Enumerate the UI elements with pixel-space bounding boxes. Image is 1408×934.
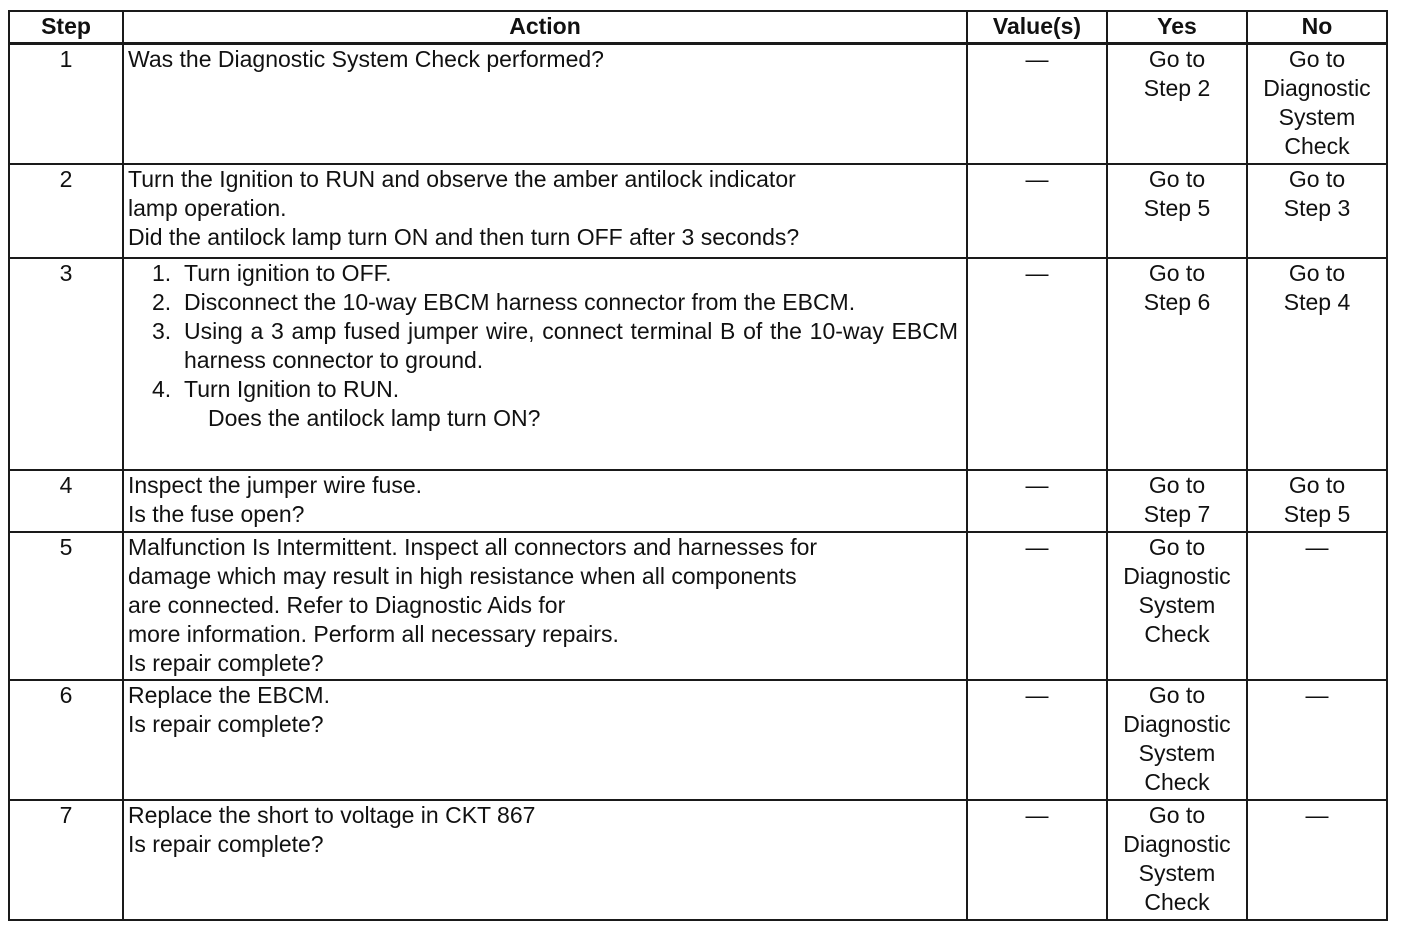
no-text: Step 5 [1283,500,1351,527]
table-row [9,258,1387,470]
yes-text: Check [1144,620,1210,647]
step-number: 2 [9,164,123,258]
yes-cell [1107,470,1247,532]
yes-text: Step 6 [1143,288,1211,315]
value-cell: — [967,800,1107,920]
yes-text: Step 7 [1143,500,1211,527]
action-cell [123,800,967,920]
action-cell [123,470,967,532]
value-cell: — [967,164,1107,258]
yes-text: System [1138,739,1216,766]
substep-number: 2. [152,288,172,315]
step-number: 1 [9,44,123,164]
no-cell [1247,470,1387,532]
substep-text: Turn Ignition to RUN. [184,375,400,402]
yes-text: Go to [1148,46,1206,72]
yes-text: Go to [1148,259,1206,286]
yes-text: Step 2 [1143,75,1211,101]
substep-text: Disconnect the 10-way EBCM harness connector from the EBCM. [184,288,856,315]
header-row [9,11,1387,44]
table-row [9,532,1387,680]
action-cell [123,258,967,470]
step-number: 7 [9,800,123,920]
no-text: Diagnostic [1263,75,1371,101]
action-text: damage which may result in high resistance when all components [128,562,797,589]
diagnostic-table [8,10,1388,921]
action-cell [123,44,967,164]
no-cell [1247,164,1387,258]
no-text: Go to [1288,46,1346,72]
value-cell: — [967,44,1107,164]
action-text: Is repair complete? [128,830,324,857]
step-number: 6 [9,680,123,800]
action-text: Inspect the jumper wire fuse. [128,471,423,498]
action-text: lamp operation. [128,194,287,221]
value-cell: — [967,680,1107,800]
yes-text: System [1138,591,1216,618]
value-cell: — [967,532,1107,680]
substep-text: Using a 3 amp fused jumper wire, connect terminal B of the 10-way EBCM harness connector to ground. [184,317,958,373]
action-text: Replace the short to voltage in CKT 867 [128,801,536,828]
yes-text: Go to [1148,471,1206,498]
header-no: No [1247,11,1387,44]
action-text: more information. Perform all necessary repairs. [128,620,619,647]
action-text: Malfunction Is Intermittent. Inspect all connectors and harnesses for [128,533,818,560]
action-cell [123,680,967,800]
no-cell [1247,800,1387,920]
action-cell [123,164,967,258]
no-text: Go to [1288,471,1346,498]
substep-item [152,288,962,317]
action-text: Is repair complete? [128,710,324,737]
yes-text: Diagnostic [1123,562,1231,589]
yes-text: Step 5 [1143,194,1211,221]
substep-item [152,259,962,288]
no-cell [1247,258,1387,470]
yes-cell [1107,532,1247,680]
table-row [9,800,1387,920]
yes-text: Diagnostic [1123,830,1231,857]
no-text: — [1305,681,1329,708]
no-text: — [1305,533,1329,560]
no-cell [1247,532,1387,680]
yes-text: Go to [1148,801,1206,828]
yes-text: Go to [1148,533,1206,560]
yes-cell [1107,44,1247,164]
action-text: Is repair complete? [128,649,324,676]
step-number: 4 [9,470,123,532]
no-text: Go to [1288,165,1346,192]
table-row [9,470,1387,532]
action-text: Is the fuse open? [128,500,305,527]
header-values: Value(s) [967,11,1107,44]
action-text: Did the antilock lamp turn ON and then turn OFF after 3 seconds? [128,223,800,250]
no-text: Step 3 [1283,194,1351,221]
no-text: Step 4 [1283,288,1351,315]
substep-text: Turn ignition to OFF. [184,259,392,286]
no-text: System [1278,104,1356,130]
yes-cell [1107,800,1247,920]
yes-text: System [1138,859,1216,886]
yes-text: Diagnostic [1123,710,1231,737]
no-text: — [1305,801,1329,828]
header-action: Action [123,11,967,44]
yes-text: Check [1144,768,1210,795]
action-text: Replace the EBCM. [128,681,330,708]
yes-text: Go to [1148,165,1206,192]
no-text: Go to [1288,259,1346,286]
action-cell [123,532,967,680]
table-row [9,680,1387,800]
action-question: Does the antilock lamp turn ON? [208,404,541,431]
action-text: Was the Diagnostic System Check performed? [128,46,604,72]
yes-text: Check [1144,888,1210,915]
header-yes: Yes [1107,11,1247,44]
yes-cell [1107,258,1247,470]
yes-cell [1107,164,1247,258]
step-number: 3 [9,258,123,470]
substep-item [152,317,962,375]
action-text: Turn the Ignition to RUN and observe the amber antilock indicator [128,165,796,192]
substep-item [152,375,962,404]
substep-number: 3. [152,317,172,344]
substep-list [128,259,962,404]
value-cell: — [967,258,1107,470]
step-number: 5 [9,532,123,680]
no-cell [1247,44,1387,164]
value-cell: — [967,470,1107,532]
substep-number: 4. [152,375,172,402]
action-text: are connected. Refer to Diagnostic Aids for [128,591,566,618]
yes-cell [1107,680,1247,800]
header-step: Step [9,11,123,44]
table-row [9,44,1387,164]
substep-number: 1. [152,259,172,286]
yes-text: Go to [1148,681,1206,708]
table-row [9,164,1387,258]
no-cell [1247,680,1387,800]
no-text: Check [1284,133,1350,159]
